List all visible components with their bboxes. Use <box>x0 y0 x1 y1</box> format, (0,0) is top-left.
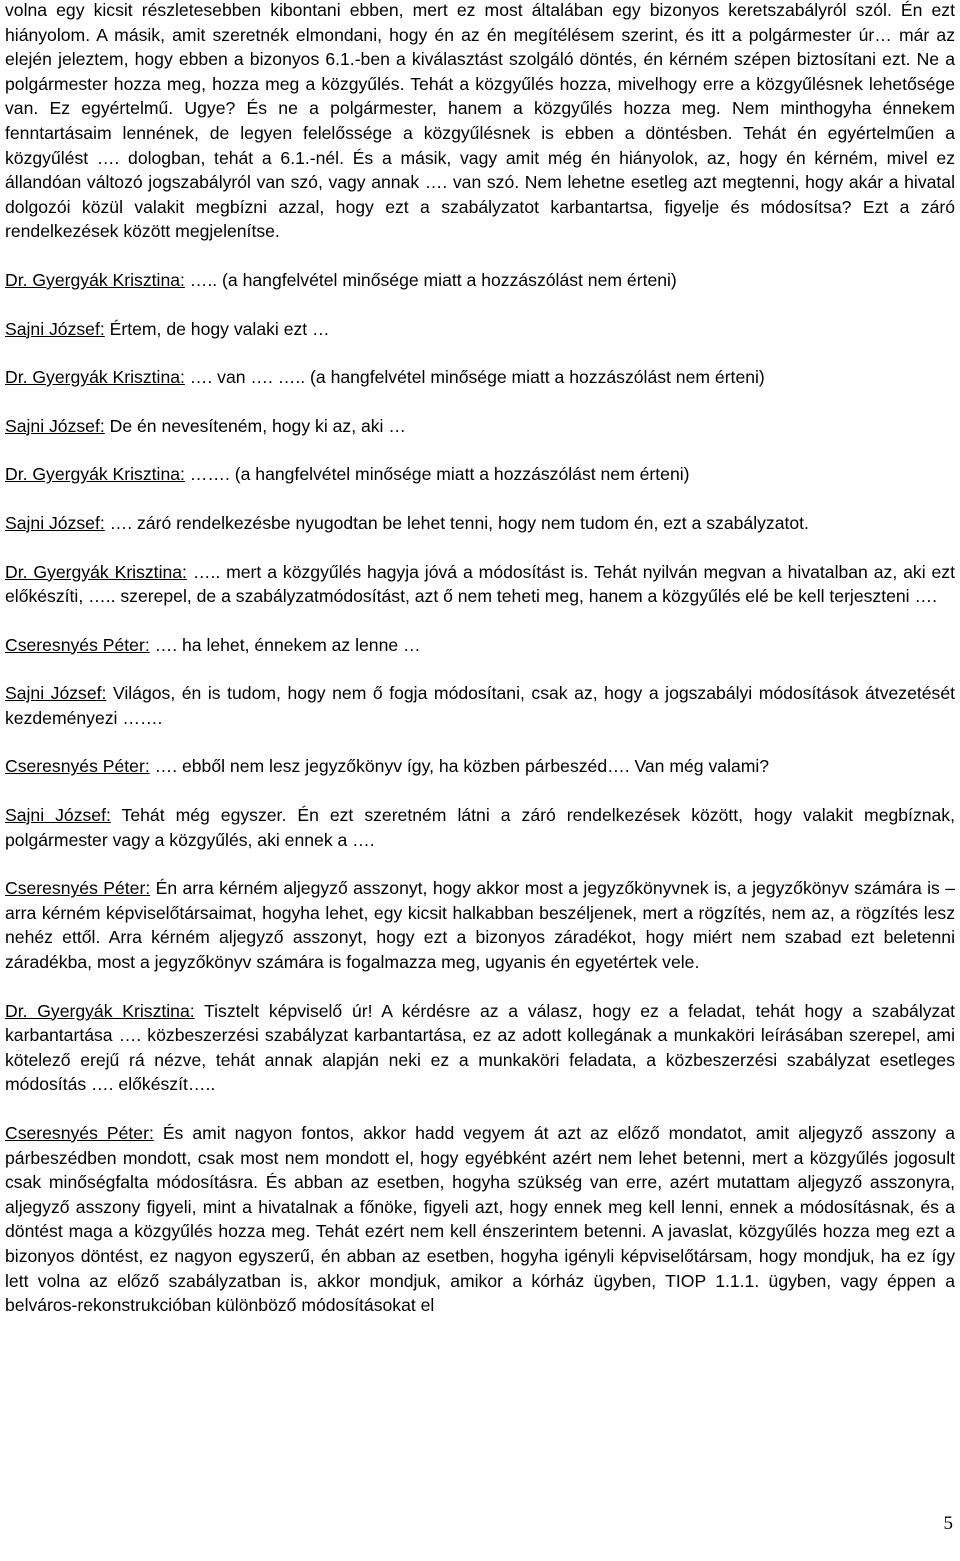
statement-text: ….. (a hangfelvétel minősége miatt a hozzászólást nem érteni) <box>184 269 677 290</box>
speaker-name: Cseresnyés Péter: <box>5 1123 154 1143</box>
speaker-name: Sajni József: <box>5 318 105 339</box>
paragraph-statement <box>5 365 955 390</box>
paragraph-statement <box>5 876 955 974</box>
statement-text: …. ha lehet, énnekem az lenne … <box>149 634 421 655</box>
paragraph-statement <box>5 803 955 852</box>
statement-text: ……. (a hangfelvétel minősége miatt a hozzászólást nem érteni) <box>184 464 690 485</box>
speaker-name: Dr. Gyergyák Krisztina: <box>5 269 185 290</box>
paragraph-statement <box>5 1121 955 1318</box>
statement-text: …. van …. ….. (a hangfelvétel minősége miatt a hozzászólást nem érteni) <box>184 367 765 388</box>
statement-text: Értem, de hogy valaki ezt … <box>104 318 330 339</box>
paragraph-statement <box>5 414 955 439</box>
speaker-name: Dr. Gyergyák Krisztina: <box>5 561 187 582</box>
statement-text: De én nevesíteném, hogy ki az, aki … <box>104 415 406 436</box>
statement-text: Én arra kérném aljegyző asszonyt, hogy akkor most a jegyzőkönyvnek is, a jegyzőkönyv számára is – arra kérném képviselőtársaimat, hogyha lehet, egy kicsit halkabban beszéljenek, mert a rögzítés, nem az, a rögzítés lesz nehéz ettől. Arra kérném aljegyző asszonyt, hogy ezt a bizonyos záradékot, hogy miért nem szabad ezt beletenni záradékba, most a jegyzőkönyv számára is fogalmazza meg, ugyanis én egyetértek vele. <box>5 878 955 973</box>
paragraph-statement <box>5 268 955 293</box>
speaker-name: Sajni József: <box>5 415 105 436</box>
paragraph-statement <box>5 462 955 487</box>
speaker-name: Sajni József: <box>5 683 107 704</box>
statement-text: És amit nagyon fontos, akkor hadd vegyem át azt az előző mondatot, amit aljegyző asszony a párbeszédben mondott, csak most nem mondott el, hogy egyébként azért nem lehet betenni, mert a közgyűlés jogosult csak minőségfalta módosításra. És abban az esetben, hogyha szükség van erre, azért mutattam aljegyző asszonyra, aljegyző asszony figyeli, mint a hivatalnak a főnöke, figyeli azt, hogy ennek meg kell lenni, ennek a módosításnak, és a döntést maga a közgyűlés hozza meg. Tehát ezért nem kell énszerintem betenni. A javaslat, közgyűlés hozza meg ezt a bizonyos döntést, ez nagyon egyszerű, én abban az esetben, hogyha igényli képviselőtársam, hogy mondjuk, ha ez így lett volna az előző szabályzatban is, akkor mondjuk, amikor a kórház ügyben, TIOP 1.1.1. ügyben, vagy éppen a belváros-rekonstrukcióban különböző módosításokat el <box>5 1123 955 1316</box>
speaker-name: Sajni József: <box>5 805 111 826</box>
paragraph-text: volna egy kicsit részletesebben kibontani ebben, mert ez most általában egy bizonyos keretszabályról szól. Én ezt hiányolom. A másik, amit szeretnék elmondani, hogy én az én megítélésem szerint, és itt a polgármester úr… már az elején jeleztem, hogy ebben a bizonyos 6.1.-ben a kiválasztást szolgáló döntés, én kérném szépen biztosítani ezt. Ne a polgármester hozza meg, hozza meg a közgyűlés. Tehát a közgyűlés hozza, mivelhogy erre a közgyűlésnek lehetősége van. Ez egyértelmű. Ugye? És ne a polgármester, hanem a közgyűlés hozza meg. Nem minthogyha énnekem fenntartásaim lennének, de legyen felelőssége a közgyűlésnek is ebben a döntésben. Tehát én egyértelműen a közgyűlést …. dologban, tehát a 6.1.-nél. És a másik, vagy amit még én hiányolok, az, hogy én kérném, mivel ez állandóan változó jogszabályról van szó, vagy annak …. van szó. Nem lehetne esetleg azt megtenni, hogy akár a hivatal dolgozói közül valakit megbízni azzal, hogy ezt a szabályzatot karbantartsa, figyelje és módosítsa? Ezt a záró rendelkezések között megjelenítse. <box>5 0 955 242</box>
speaker-name: Dr. Gyergyák Krisztina: <box>5 1000 195 1021</box>
speaker-name: Cseresnyés Péter: <box>5 634 150 655</box>
paragraph-intro <box>5 0 955 244</box>
speaker-name: Cseresnyés Péter: <box>5 756 150 777</box>
paragraph-statement <box>5 754 955 779</box>
paragraph-statement <box>5 999 955 1097</box>
statement-text: …. ebből nem lesz jegyzőkönyv így, ha közben párbeszéd…. Van még valami? <box>149 756 770 777</box>
statement-text: Tehát még egyszer. Én ezt szeretném látni a záró rendelkezések között, hogy valakit megbíznak, polgármester vagy a közgyűlés, aki ennek a …. <box>5 805 955 850</box>
speaker-name: Dr. Gyergyák Krisztina: <box>5 367 185 388</box>
paragraph-statement <box>5 681 955 730</box>
statement-text: Világos, én is tudom, hogy nem ő fogja módosítani, csak az, hogy a jogszabályi módosítások átvezetését kezdeményezi ……. <box>5 683 956 728</box>
paragraph-statement <box>5 633 955 658</box>
statement-text: ….. mert a közgyűlés hagyja jóvá a módosítást is. Tehát nyilván megvan a hivatalban az, aki ezt előkészíti, ….. szerepel, de a szabályzatmódosítást, azt ő nem teheti meg, hanem a közgyűlés elé be kell terjeszteni …. <box>5 561 955 607</box>
speaker-name: Cseresnyés Péter: <box>5 878 151 899</box>
paragraph-statement <box>5 317 955 342</box>
statement-text: …. záró rendelkezésbe nyugodtan be lehet tenni, hogy nem tudom én, ezt a szabályzatot. <box>104 512 809 533</box>
statement-text: Tisztelt képviselő úr! A kérdésre az a válasz, hogy ez a feladat, tehát hogy a szabályzat karbantartása …. közbeszerzési szabályzat karbantartása, ez az adott kollegának a munkaköri leírásában szerepel, ami kötelező erejű rá nézve, tehát annak alapján neki ez a munkaköri feladata, a közbeszerzési szabályzat esetleges módosítás …. előkészít….. <box>5 1000 955 1095</box>
page-number: 5 <box>943 1513 953 1534</box>
speaker-name: Dr. Gyergyák Krisztina: <box>5 464 185 485</box>
paragraph-statement <box>5 511 955 536</box>
paragraph-statement <box>5 560 955 609</box>
speaker-name: Sajni József: <box>5 512 105 533</box>
